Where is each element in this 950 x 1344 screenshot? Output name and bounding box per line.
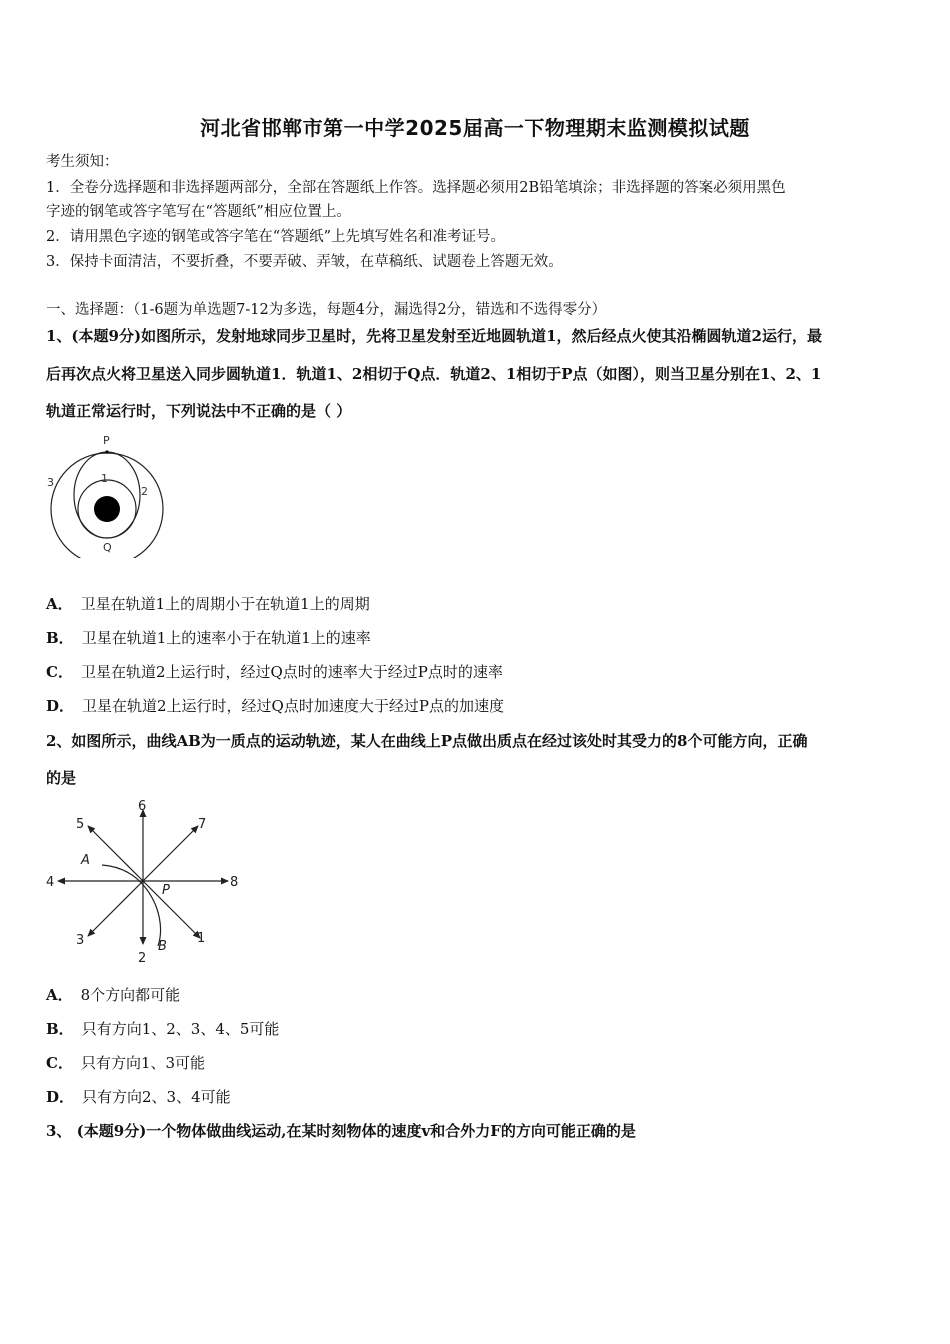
label-q: Q <box>103 541 112 554</box>
label-orbit-1: 1 <box>101 472 108 485</box>
notice-item-1-line-2: 字迹的钢笔或答字笔写在“答题纸”相应位置上。 <box>46 204 351 220</box>
option-text: 只有方向1、3可能 <box>80 1054 206 1072</box>
notice-item-2: 2．请用黑色字迹的钢笔或答字笔在“答题纸”上先填写姓名和准考证号。 <box>46 229 506 245</box>
label-orbit-2: 2 <box>141 485 148 498</box>
notice-heading: 考生须知： <box>46 154 119 170</box>
option-letter: B． <box>46 1020 74 1038</box>
label-dir-6: 6 <box>138 799 147 814</box>
label-orbit-3: 3 <box>47 476 54 489</box>
q2-option-d[interactable] <box>46 1087 231 1107</box>
page-title: 河北省邯郸市第一中学2025届高一下物理期末监测模拟试题 <box>200 116 750 140</box>
q1-option-d[interactable] <box>46 696 504 716</box>
label-b: B <box>158 939 167 954</box>
q2-option-c[interactable] <box>46 1053 205 1073</box>
earth-disc <box>94 496 120 522</box>
label-p: P <box>103 434 110 447</box>
point-p-marker <box>105 450 108 453</box>
trajectory-curve-ab <box>102 865 161 946</box>
arrow-1 <box>143 881 200 938</box>
label-dir-1: 1 <box>197 931 206 946</box>
option-letter: D． <box>46 1088 75 1106</box>
option-letter: A． <box>46 595 73 613</box>
q1-orbit-figure <box>40 428 175 558</box>
arrow-3 <box>88 881 143 936</box>
q1-stem-line-2: 后再次点火将卫星送入同步圆轨道1．轨道1、2相切于Q点．轨道2、1相切于P点（如图），则当卫星分别在1、2、1 <box>46 365 822 383</box>
q2-option-a[interactable] <box>46 985 180 1005</box>
label-dir-3: 3 <box>76 933 85 948</box>
option-text: 卫星在轨道1上的周期小于在轨道1上的周期 <box>80 595 370 613</box>
arrow-7 <box>143 826 198 881</box>
option-text: 卫星在轨道2上运行时，经过Q点时加速度大于经过P点的加速度 <box>82 697 504 715</box>
label-dir-8: 8 <box>230 875 239 890</box>
option-text: 8个方向都可能 <box>80 986 181 1004</box>
label-a: A <box>81 853 90 868</box>
q2-option-b[interactable] <box>46 1019 279 1039</box>
option-letter: C． <box>46 1054 73 1072</box>
q1-stem-line-3: 轨道正常运行时，下列说法中不正确的是（ ） <box>46 402 352 420</box>
label-p: P <box>162 883 170 898</box>
option-letter: C． <box>46 663 73 681</box>
option-letter: B． <box>46 629 74 647</box>
q1-stem-line-1: 1、(本题9分)如图所示，发射地球同步卫星时，先将卫星发射至近地圆轨道1，然后经点火使其沿椭圆轨道2运行，最 <box>46 327 822 345</box>
label-dir-5: 5 <box>76 817 85 832</box>
orbit-2 <box>74 452 140 538</box>
q2-stem-line-2: 的是 <box>46 769 77 787</box>
q1-option-b[interactable] <box>46 628 371 648</box>
q2-force-direction-figure <box>40 796 250 968</box>
option-text: 卫星在轨道2上运行时，经过Q点时的速率大于经过P点时的速率 <box>80 663 503 681</box>
q1-option-c[interactable] <box>46 662 503 682</box>
q3-stem-line-1: 3、 (本题9分)一个物体做曲线运动,在某时刻物体的速度v和合外力F的方向可能正确的是 <box>46 1122 636 1140</box>
notice-item-3: 3．保持卡面清洁，不要折叠，不要弄破、弄皱，在草稿纸、试题卷上答题无效。 <box>46 254 563 270</box>
notice-item-1-line-1: 1．全卷分选择题和非选择题两部分，全部在答题纸上作答。选择题必须用2B铅笔填涂；非选择题的答案必须用黑色 <box>46 180 786 196</box>
section-heading: 一、选择题：（1-6题为单选题7-12为多选，每题4分，漏选得2分，错选和不选得零分） <box>46 302 607 318</box>
label-dir-2: 2 <box>138 951 147 966</box>
option-letter: A． <box>46 986 73 1004</box>
option-text: 只有方向1、2、3、4、5可能 <box>81 1020 280 1038</box>
option-text: 卫星在轨道1上的速率小于在轨道1上的速率 <box>81 629 371 647</box>
q1-option-a[interactable] <box>46 594 370 614</box>
label-dir-7: 7 <box>198 817 207 832</box>
option-letter: D． <box>46 697 75 715</box>
q2-stem-line-1: 2、如图所示，曲线AB为一质点的运动轨迹，某人在曲线上P点做出质点在经过该处时其受力的8个可能方向，正确 <box>46 732 808 750</box>
option-text: 只有方向2、3、4可能 <box>82 1088 231 1106</box>
label-dir-4: 4 <box>46 875 55 890</box>
arrow-5 <box>88 826 143 881</box>
